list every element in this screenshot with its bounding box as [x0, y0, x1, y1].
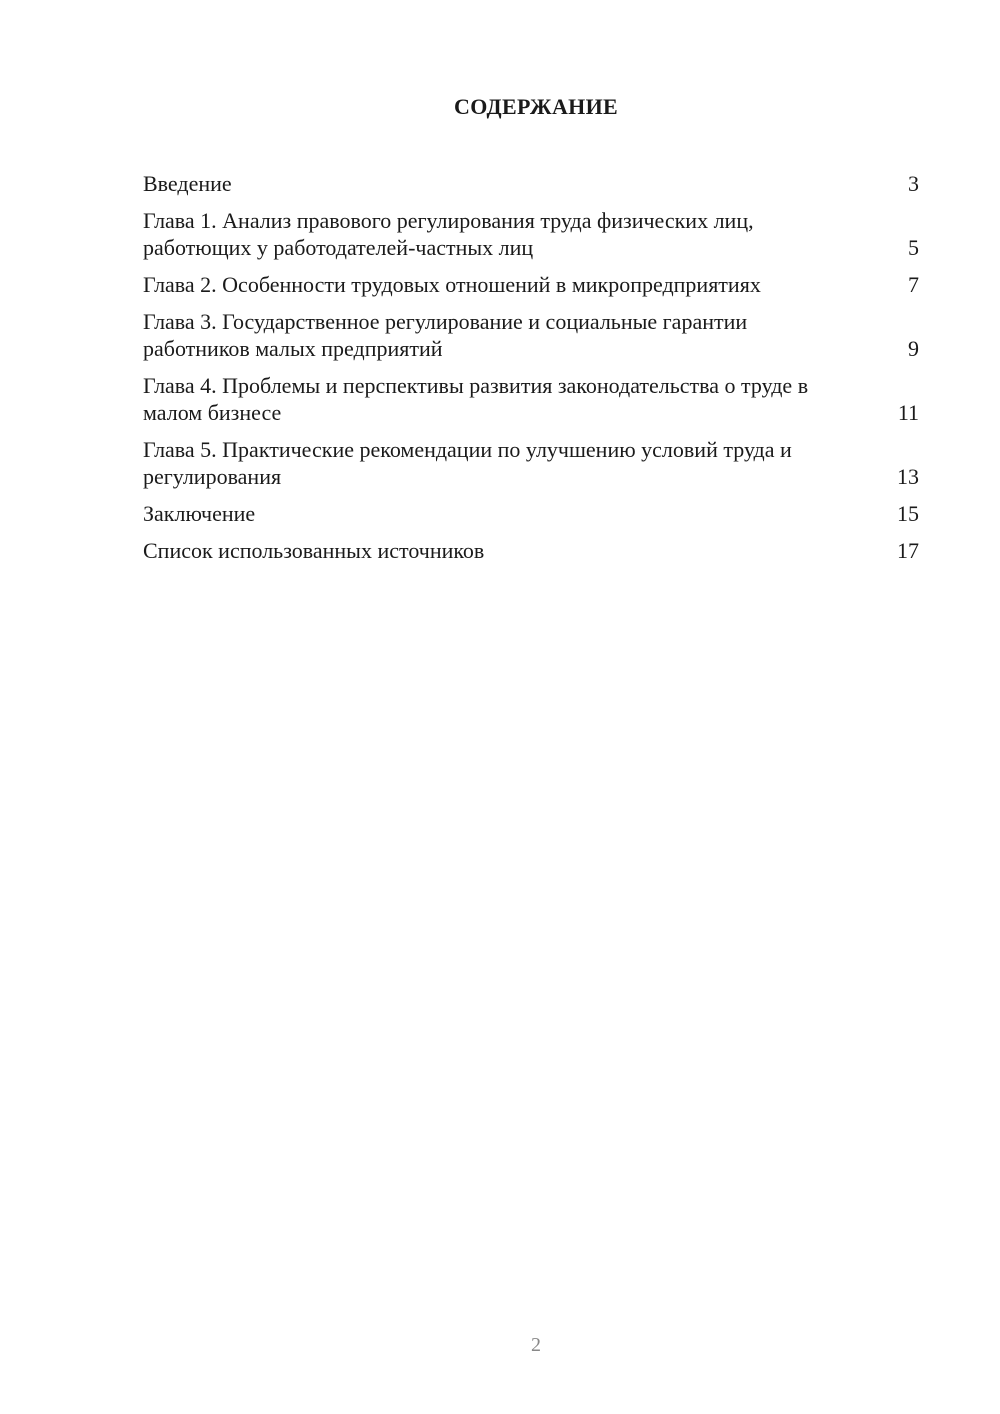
- toc-entry-references[interactable]: [143, 537, 919, 564]
- toc-entry-text: Список использованных источников: [143, 538, 485, 563]
- toc-entry-chapter-1[interactable]: [143, 207, 919, 261]
- toc-entry-page: 7: [908, 272, 919, 297]
- page-title: СОДЕРЖАНИЕ: [454, 94, 618, 119]
- toc-entry-page: 3: [908, 171, 919, 196]
- toc-entry-chapter-2[interactable]: [143, 271, 919, 298]
- toc-entry-page: 15: [897, 501, 919, 526]
- toc-entry-introduction[interactable]: [143, 170, 919, 197]
- toc-entry-page: 5: [908, 235, 919, 260]
- toc-entry-page: 17: [897, 538, 919, 563]
- table-of-contents: [143, 170, 919, 574]
- toc-entry-text: Глава 5. Практические рекомендации по улучшению условий труда и регулирования: [143, 437, 792, 489]
- toc-entry-page: 13: [897, 464, 919, 489]
- toc-entry-text: Глава 1. Анализ правового регулирования труда физических лиц, работющих у работодателей-частных лиц: [143, 208, 754, 260]
- page-number: 2: [531, 1334, 541, 1356]
- toc-entry-text: Глава 2. Особенности трудовых отношений в микропредприятиях: [143, 272, 761, 297]
- toc-entry-page: 11: [897, 400, 919, 425]
- toc-entry-text: Глава 3. Государственное регулирование и социальные гарантии работников малых предприятий: [143, 309, 748, 361]
- toc-entry-chapter-3[interactable]: [143, 308, 919, 362]
- toc-entry-text: Глава 4. Проблемы и перспективы развития законодательства о труде в малом бизнесе: [143, 373, 809, 425]
- toc-entry-chapter-5[interactable]: [143, 436, 919, 490]
- toc-entry-conclusion[interactable]: [143, 500, 919, 527]
- toc-entry-page: 9: [908, 336, 919, 361]
- toc-entry-text: Введение: [143, 171, 232, 196]
- toc-entry-text: Заключение: [143, 501, 256, 526]
- toc-entry-chapter-4[interactable]: [143, 372, 919, 426]
